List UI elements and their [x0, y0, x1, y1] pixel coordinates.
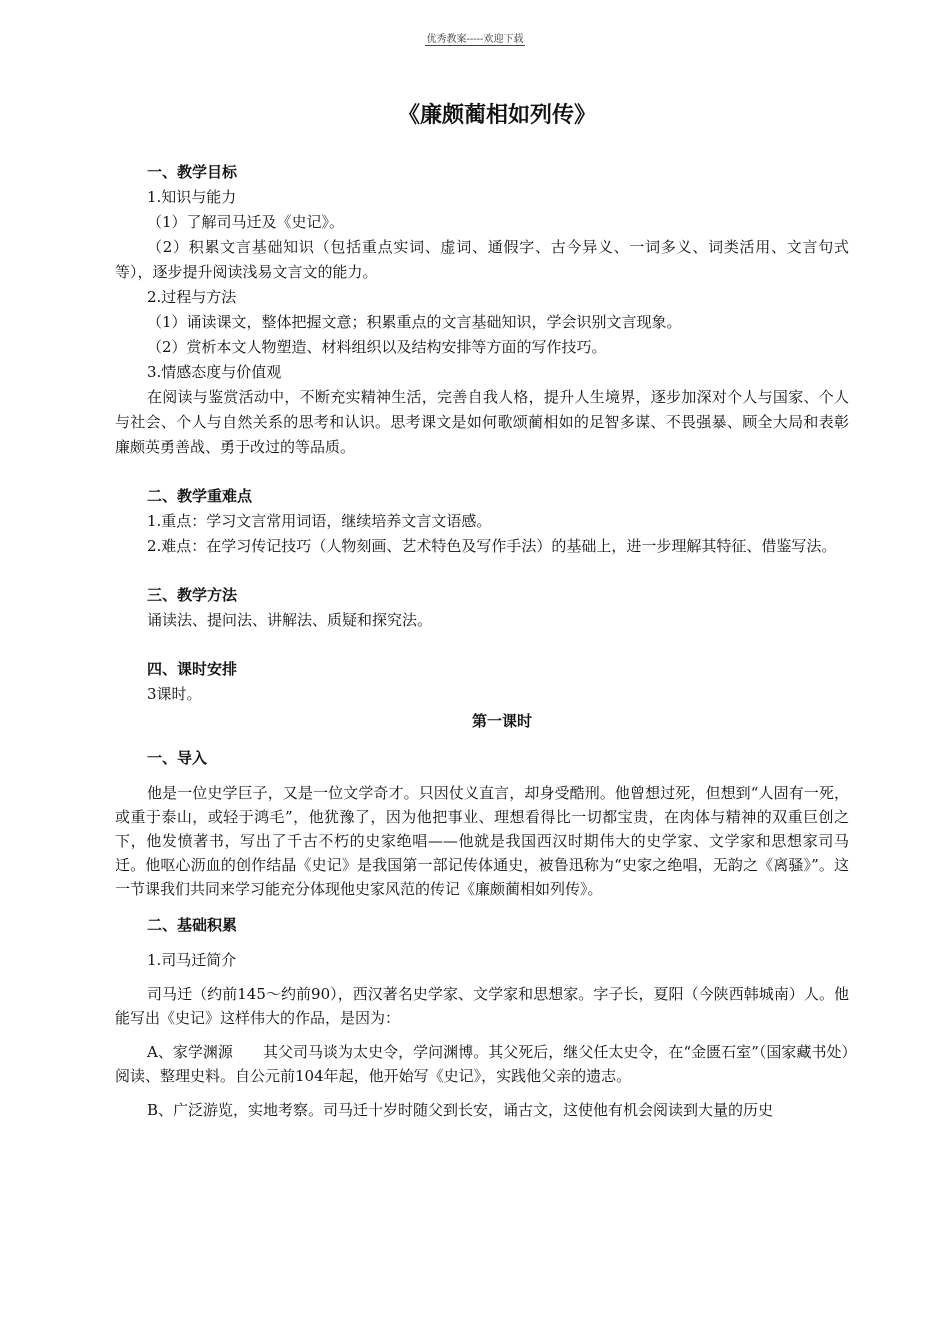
paragraph: 在阅读与鉴赏活动中，不断充实精神生活，完善自我人格，提升人生境界，逐步加深对个人与国家、个人与社会、个人与自然关系的思考和认识。思考课文是如何歌颂蔺相如的足智多谋、不畏强暴、顾全大局和表彰廉颇英勇善战、勇于改过的等品质。: [115, 388, 849, 456]
header-text: 优秀教案-----欢迎下载: [426, 34, 524, 45]
subheading: 2.过程与方法: [147, 288, 237, 306]
paragraph: 他是一位史学巨子，又是一位文学奇才。只因仗义直言，却身受酷刑。他曾想过死，但想到“人固有一死，或重于泰山，或轻于鸿毛”，他犹豫了，因为他把事业、理想看得比一切都宝贵，在肉体与精神的双重巨创之下，他发愤著书，写出了千古不朽的史家绝唱——他就是我国西汉时期伟大的史学家、文学家和思想家司马迁。他呕心沥血的创作结晶《史记》是我国第一部记传体通史，被鲁迅称为“史家之绝唱，无韵之《离骚》”。这一节课我们共同来学习能充分体现他史家风范的传记《廉颇蔺相如列传》。: [115, 784, 849, 898]
paragraph: 诵读法、提问法、讲解法、质疑和探究法。: [147, 611, 433, 629]
section-key-points: [115, 484, 849, 559]
lesson-title: 第一课时: [471, 712, 532, 730]
paragraph: （1）了解司马迁及《史记》。: [147, 213, 345, 231]
page-header: [0, 30, 950, 45]
paragraph: 1.重点：学习文言常用词语，继续培养文言文语感。: [147, 512, 492, 530]
section-teaching-goals: [115, 160, 849, 460]
document-body: [115, 100, 849, 1122]
subheading: 1.司马迁简介: [147, 951, 237, 969]
paragraph: （2）积累文言基础知识（包括重点实词、虚词、通假字、古今异义、一词多义、词类活用、文言句式等），逐步提升阅读浅易文言文的能力。: [115, 238, 849, 281]
section-heading: 二、基础积累: [147, 916, 238, 934]
subheading: 1.知识与能力: [147, 188, 237, 206]
paragraph: 司马迁（约前145～约前90），西汉著名史学家、文学家和思想家。字子长，夏阳（今陕西韩城南）人。他能写出《史记》这样伟大的作品，是因为：: [115, 985, 849, 1027]
section-heading: 一、教学目标: [147, 163, 238, 181]
paragraph: 2.难点：在学习传记技巧（人物刻画、艺术特色及写作手法）的基础上，进一步理解其特征、借鉴写法。: [147, 537, 837, 555]
section-heading: 四、课时安排: [147, 660, 238, 678]
section-heading: 一、导入: [147, 749, 208, 767]
section-schedule: [115, 657, 849, 707]
document-title: 《廉颇蔺相如列传》: [397, 103, 596, 128]
section-heading: 二、教学重难点: [147, 487, 253, 505]
subheading: 3.情感态度与价值观: [147, 363, 282, 381]
paragraph: B、广泛游览，实地考察。司马迁十岁时随父到长安，诵古文，这使他有机会阅读到大量的历史: [147, 1101, 774, 1119]
paragraph: （1）诵读课文，整体把握文意；积累重点的文言基础知识，学会识别文言现象。: [147, 313, 682, 331]
paragraph: A、家学渊源 其父司马谈为太史令，学问渊博。其父死后，继父任太史令，在“金匮石室”（国家藏书处）阅读、整理史料。自公元前104年起，他开始写《史记》，实践他父亲的遗志。: [115, 1043, 849, 1085]
lesson-one: [115, 709, 849, 1122]
section-heading: 三、教学方法: [147, 586, 238, 604]
paragraph: 3课时。: [147, 685, 202, 703]
paragraph: （2）赏析本文人物塑造、材料组织以及结构安排等方面的写作技巧。: [147, 338, 607, 356]
section-teaching-methods: [115, 583, 849, 633]
